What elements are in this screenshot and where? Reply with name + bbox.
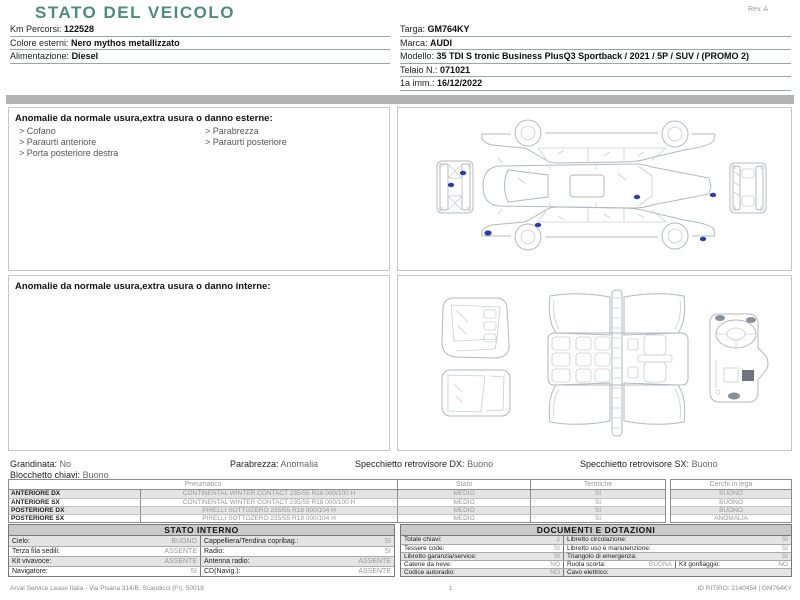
tire-row: POSTERIORE SX PIRELLI SOTTOZERO 235/55 R18 000/104 H MEDIO SI xyxy=(9,514,665,522)
field-marca: Marca: AUDI xyxy=(400,37,791,51)
page-title: STATO DEL VEICOLO xyxy=(35,3,235,22)
plan-view-icon xyxy=(483,158,711,214)
anomaly-item: > Cofano xyxy=(19,126,205,137)
side-view-bottom-icon xyxy=(482,207,715,250)
documenti-title: DOCUMENTI E DOTAZIONI xyxy=(401,525,791,536)
anomaly-item: > Parabrezza xyxy=(205,126,287,137)
damage-dot xyxy=(710,193,716,197)
table-row: Catene da neve: NO Ruota scorta: BUONA Kit gonfiaggio: NO xyxy=(401,560,791,568)
damage-dots xyxy=(448,171,716,241)
footer-page-number: 1 xyxy=(448,585,453,592)
car-exterior-diagram xyxy=(398,108,791,270)
rims-header: Cerchi in lega xyxy=(709,481,753,488)
tire-row: ANTERIORE SX CONTINENTAL WINTER CONTACT 235/55 R18 000/100 H MEDIO SI xyxy=(9,498,665,506)
table-row: Totale chiavi: 2 Libretto circolazione: SI xyxy=(401,536,791,544)
footer-ritiro-id: ID RITIRO: 2140454 | GM764KY xyxy=(697,585,792,592)
seats-view-icon xyxy=(548,290,688,436)
tires-table xyxy=(8,479,666,523)
rim-cell: ANOMALIA xyxy=(671,514,791,522)
side-view-top-icon xyxy=(482,120,715,163)
tires-header-termiche: Termiche xyxy=(583,481,613,488)
table-row: Kit vivavoce: ASSENTE Antenna radio: ASSENTE xyxy=(9,556,394,566)
damage-dot xyxy=(460,171,466,175)
footer-company: Arval Service Lease Italia - Via Pisana 314/B, Scandicci (FI), 50018 xyxy=(10,585,204,592)
damage-dot xyxy=(484,230,491,235)
anomaly-item: > Porta posteriore destra xyxy=(19,148,205,159)
rim-cell: BUONO xyxy=(671,506,791,514)
summary-specchietto-dx: Specchietto retrovisore DX: Buono xyxy=(355,459,494,469)
exterior-anomalies-panel xyxy=(8,107,390,271)
interior-anomalies-title: Anomalie da normale usura,extra usura o danno interne: xyxy=(15,281,271,292)
stato-interno-title: STATO INTERNO xyxy=(9,525,394,536)
interior-anomalies-panel xyxy=(8,275,390,451)
front-view-icon xyxy=(437,161,473,213)
summary-blocchetto-chiavi: Blocchetto chiavi: Buono xyxy=(10,470,109,480)
anomaly-item: > Paraurti posteriore xyxy=(205,137,287,148)
tire-row: POSTERIORE DX PIRELLI SOTTOZERO 235/55 R18 000/104 H MEDIO SI xyxy=(9,506,665,514)
damage-dot xyxy=(448,183,454,187)
field-colore-esterni: Colore esterni: Nero mythos metallizzato xyxy=(10,37,390,51)
summary-specchietto-sx: Specchietto retrovisore SX: Buono xyxy=(580,459,718,469)
table-row: Codice autoradio: NO Cavo elettrico: xyxy=(401,568,791,576)
stato-interno-table xyxy=(8,524,395,577)
field-modello: Modello: 35 TDI S tronic Business PlusQ3 Sportback / 2021 / 5P / SUV / (PROMO 2) xyxy=(400,50,791,64)
documenti-table xyxy=(400,524,792,577)
field-alimentazione: Alimentazione: Diesel xyxy=(10,50,390,64)
vehicle-info-right xyxy=(400,23,791,91)
rear-view-icon xyxy=(730,163,766,213)
separator-band xyxy=(6,95,794,104)
table-row: Libretto garanzia/service: SI Triangolo di emergenza: SI xyxy=(401,552,791,560)
dashboard-view-icon xyxy=(710,314,768,402)
hood-view-icon xyxy=(442,370,510,416)
anomaly-item: > Paraurti anteriore xyxy=(19,137,205,148)
tires-header-pneumatico: Pneumatico xyxy=(9,480,398,489)
damage-dot xyxy=(535,223,541,227)
interior-diagram-panel xyxy=(397,275,792,451)
table-row: Terza fila sedili: ASSENTE Radio: SI xyxy=(9,546,394,556)
tire-row: ANTERIORE DX CONTINENTAL WINTER CONTACT 235/55 R18 000/100 H MEDIO SI xyxy=(9,490,665,498)
exterior-anomalies-title: Anomalie da normale usura,extra usura o danno esterne: xyxy=(15,113,273,124)
summary-grandinata: Grandinata: No xyxy=(10,459,72,469)
rims-table xyxy=(670,479,792,523)
table-row: Cielo: BUONO Cappelliera/Tendina copribag.: SI xyxy=(9,536,394,546)
table-row: Navigatore: SI CD(Navig.): ASSENTE xyxy=(9,566,394,576)
table-row: Tessere code: SI Libretto uso e manutenzione: SI xyxy=(401,544,791,552)
summary-parabrezza: Parabrezza: Anomalia xyxy=(230,459,319,469)
field-targa: Targa: GM764KY xyxy=(400,23,791,37)
rim-cell: BUONO xyxy=(671,498,791,506)
car-interior-diagram xyxy=(398,276,791,450)
exterior-diagram-panel xyxy=(397,107,792,271)
damage-dot xyxy=(634,195,640,199)
trunk-view-icon xyxy=(442,298,509,358)
field-telaio: Telaio N.: 071021 xyxy=(400,64,791,78)
rim-cell: BUONO xyxy=(671,490,791,498)
revision-label: Rev. A xyxy=(748,6,769,13)
field-prima-imm: 1a imm.: 16/12/2022 xyxy=(400,77,791,91)
footer xyxy=(10,585,792,592)
field-km-percorsi: Km Percorsi: 122528 xyxy=(10,23,390,37)
vehicle-info-left xyxy=(10,23,390,64)
damage-dot xyxy=(700,237,706,241)
tires-header-stato: Stato xyxy=(398,480,531,489)
